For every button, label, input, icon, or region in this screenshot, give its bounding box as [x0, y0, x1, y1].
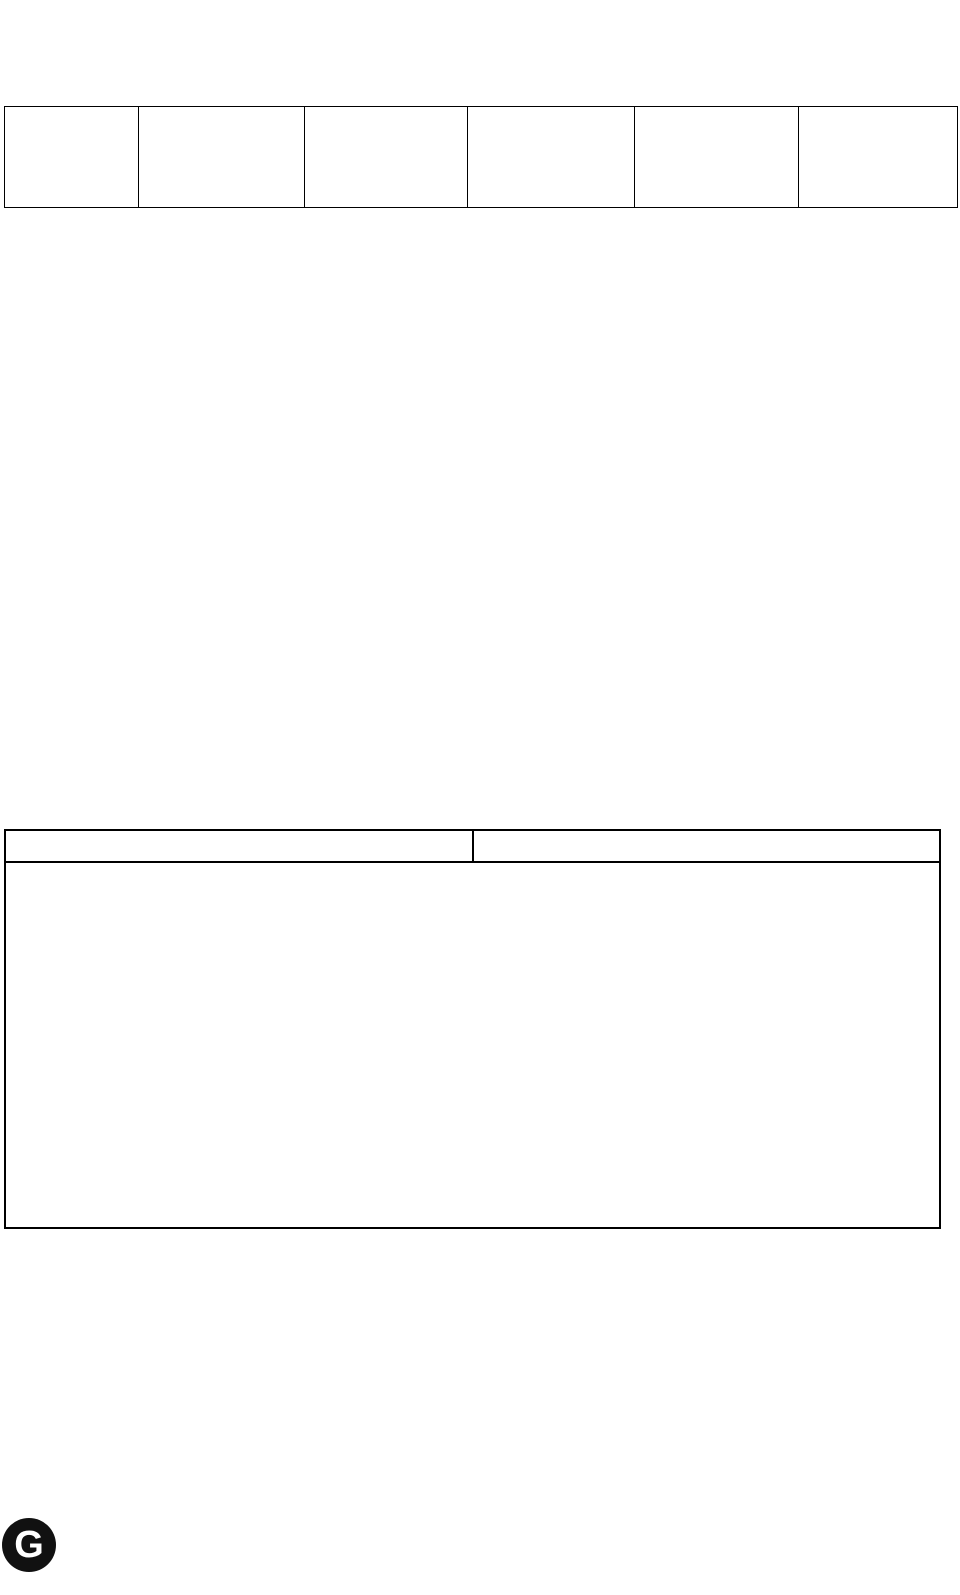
table-header-row [5, 107, 958, 208]
column-divider [472, 831, 474, 861]
column-header [305, 107, 468, 208]
column-header [635, 107, 799, 208]
column-header [5, 107, 139, 208]
page-footer [0, 1505, 960, 1595]
column-header [799, 107, 958, 208]
specs-table [4, 829, 941, 1229]
overgate-logo [2, 1510, 142, 1595]
column-header [139, 107, 305, 208]
logo-g-icon: G [14, 1524, 44, 1566]
page-header [0, 0, 960, 70]
blink-count-table [4, 106, 958, 208]
specs-header-row [6, 831, 939, 863]
beninca-logo [12, 6, 167, 50]
column-header [468, 107, 635, 208]
